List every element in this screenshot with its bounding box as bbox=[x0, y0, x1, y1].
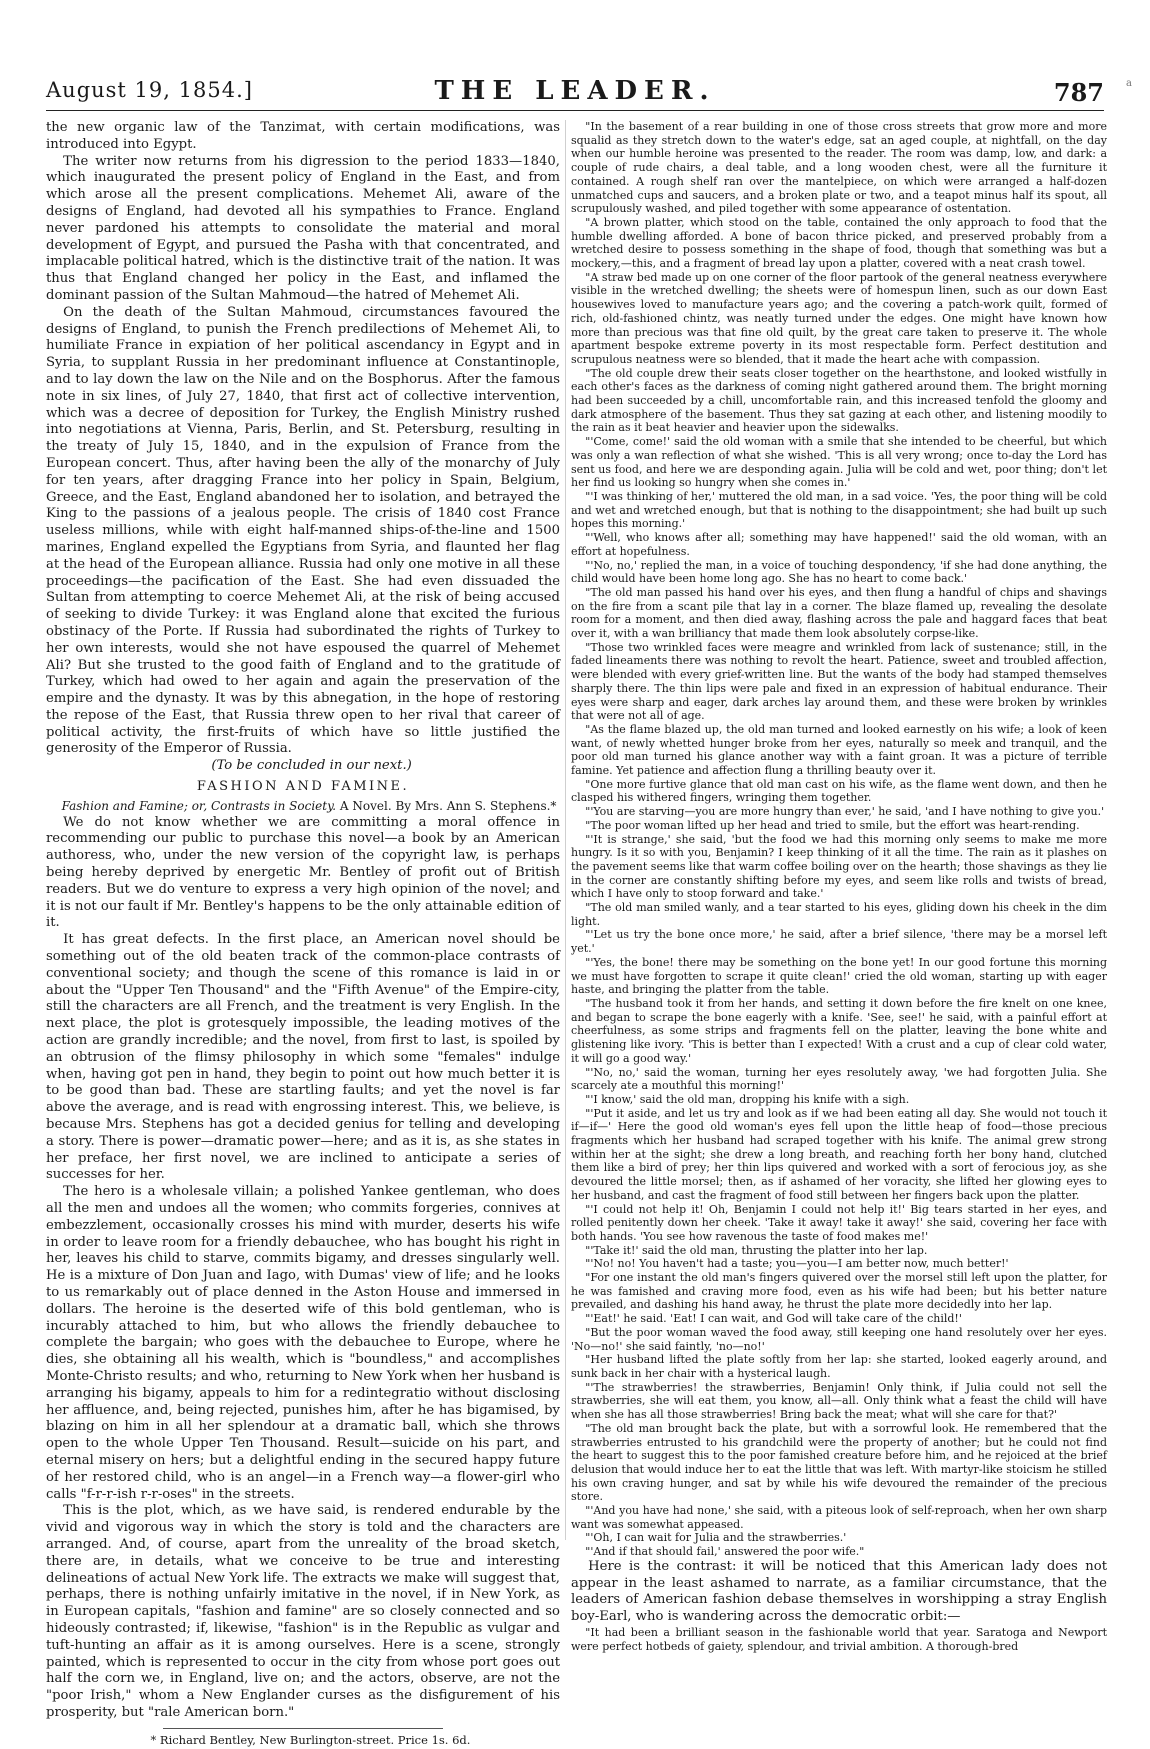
quoted-paragraph: "Her husband lifted the plate softly from her lap: she started, looked eagerly around, and sunk back in her chair with a hysterical laugh. bbox=[571, 1353, 1107, 1380]
quoted-paragraph: "The old man brought back the plate, but with a sorrowful look. He remembered that the strawberries entrusted to his grandchild were the property of another; but he could not find the heart to suggest this to the poor famished creature before him, and he rejoiced at the brief delusion that would induce her to eat the little that was left. With martyr-like stoicism he stilled his own craving hunger, and sat by while his wife devoured the remainder of the precious store. bbox=[571, 1421, 1107, 1504]
quoted-paragraph: "'You are starving—you are more hungry than ever,' he said, 'and I have nothing to give you.' bbox=[585, 805, 1105, 819]
quoted-paragraph: "'It is strange,' she said, 'but the food we had this morning only seems to make me more hungry. Is it so with you, Benjamin? I keep thinking of it all the time. The rain as it plashes on the pavement seems like that warm coffee boiling over on the hearth; those shavings as they lie in the corner are constantly shifting before my eyes, and seem like rolls and twists of bread, which I have only to stoop forward and take.' bbox=[571, 832, 1107, 901]
quoted-paragraph: "'Let us try the bone once more,' he said, after a brief silence, 'there may be a morsel left yet.' bbox=[571, 928, 1107, 956]
paragraph: The hero is a wholesale villain; a polished Yankee gentleman, who does all the men and undoes all the women; who commits forgeries, connives at embezzlement, occasionally crosses his mind with murder, deserts his wife in order to leave room for a friendly debauchee, who has bought his right in her, leaves his child to starve, commits bigamy, and dresses singularly well. He is a mixture of Don Juan and Iago, with Dumas' view of life; and he looks to us remarkably out of place denned in the Aston House and immersed in dollars. The heroine is the deserted wife of this bold gentleman, who is incurably attached to him, but who allows the friendly debauchee to complete the bargain; who goes with the debauchee to Europe, where he dies, she obtaining all his wealth, which is "boundless," and accomplishes Monte-Christo results; and who, returning to New York when her husband is arranging his bigamy, appeals to him for a redintegratio without disclosing her affluence, and, being rejected, punishes him, after he has bigamised, by blazing on him in all her splendour at a dramatic ball, which she throws open to the whole Upper Ten Thousand. Result—suicide on his part, and eternal misery on hers; but a delightful ending in the secured happy future of her restored child, who is an angel—in a French way—a flower-girl who calls "f-r-r-ish r-r-oses" in the streets. bbox=[46, 1184, 560, 1502]
book-details: A Novel. By Mrs. Ann S. Stephens.* bbox=[339, 798, 557, 813]
footnote: * Richard Bentley, New Burlington-street. Price 1s. 6d. bbox=[150, 1732, 471, 1747]
quoted-paragraph: "In the basement of a rear building in one of those cross streets that grow more and more squalid as they stretch down to the water's edge, sat an aged couple, at nightfall, on the day when our humble heroine was presented to the reader. The room was damp, low, and dark: a couple of rude chairs, a deal table, and a long wooden chest, were all the furniture it contained. A rough shelf ran over the mantelpiece, on which were arranged a half-dozen unmatched cups and saucers, and a broken plate or two, and a teapot minus half its spout, all scrupulously washed, and piled together with some appearance of ostentation. bbox=[571, 120, 1107, 216]
paragraph: The writer now returns from his digression to the period 1833—1840, which inaugurated the present policy of England in the East, and from which arose all the present complications. Mehemet Ali, aware of the designs of England, had devoted all his sympathies to France. England never pardoned his attempts to consolidate the material and moral development of Egypt, and pursued the Pasha with that concentrated, and implacable political hatred, which is the distinctive trait of the nation. It was thus that England changed her policy in the East, and inflamed the dominant passion of the Sultan Mahmoud—the hatred of Mehemet Ali. bbox=[46, 153, 560, 303]
paragraph: It has great defects. In the first place, an American novel should be something out of the old beaten track of the common-place contrasts of conventional society; and though the scene of this romance is laid in or about the "Upper Ten Thousand" and the "Fifth Avenue" of the Empire-city, still the characters are all French, and the treatment is very English. In the next place, the plot is grotesquely impossible, the leading motives of the action are grandly incredible; and the novel, from first to last, is spoiled by an obtrusion of the flimsy philosophy in which some "females" indulge when, having got pen in hand, they begin to point out how much better it is to be good than bad. These are startling faults; and yet the novel is far above the average, and is read with engrossing interest. This, we believe, is because Mrs. Stephens has got a decided genius for telling and developing a story. There is power—dramatic power—here; and as it is, as she states in her preface, her first novel, we are inclined to anticipate a series of successes for her. bbox=[46, 932, 560, 1183]
quoted-paragraph: "'Oh, I can wait for Julia and the strawberries.' bbox=[585, 1531, 847, 1545]
quoted-paragraph: "The old man smiled wanly, and a tear started to his eyes, gliding down his cheek in the dim light. bbox=[571, 901, 1107, 928]
quoted-paragraph: "'Well, who knows after all; something may have happened!' said the old woman, with an effort at hopefulness. bbox=[571, 531, 1107, 558]
section-title: FASHION AND FAMINE. bbox=[196, 779, 410, 795]
quoted-paragraph: "As the flame blazed up, the old man turned and looked earnestly on his wife; a look of keen want, of newly whetted hunger broke from her eyes, naturally so meek and tranquil, and the poor old man turned his glance another way with a faint groan. It was a picture of terrible famine. Yet patience and affection flung a thrilling beauty over it. bbox=[571, 722, 1107, 778]
issue-date: August 19, 1854.] bbox=[46, 78, 253, 102]
quoted-paragraph: "But the poor woman waved the food away, still keeping one hand resolutely over her eyes. 'No—no!' she said faintly, 'no—no!' bbox=[571, 1325, 1107, 1353]
quoted-paragraph: "For one instant the old man's fingers quivered over the morsel still left upon the platter, for he was famished and craving more food, even as his wife had been; but his better nature prevailed, and dashing his hand away, he thrust the plate more decidedly into her lap. bbox=[571, 1271, 1107, 1312]
quoted-paragraph: "The husband took it from her hands, and setting it down before the fire knelt on one knee, and began to scrape the bone eagerly with a knife. 'See, see!' he said, with a painful effort at cheerfulness, as some strips and fragments fell on the platter, leaving the bone white and glistening like ivory. 'This is better than I expected! With a crust and a cup of clear cold water, it will go a good way.' bbox=[571, 997, 1107, 1065]
quoted-paragraph: "'I was thinking of her,' muttered the old man, in a sad voice. 'Yes, the poor thing will be cold and wet and wretched enough, but that is nothing to the disappointment; she had built up such hopes this morning.' bbox=[571, 489, 1107, 531]
quoted-paragraph: "'No, no,' said the woman, turning her eyes resolutely away, 'we had forgotten Julia. She scarcely ate a mouthful this morning!' bbox=[571, 1065, 1107, 1093]
quoted-paragraph: "'Come, come!' said the old woman with a smile that she intended to be cheerful, but which was only a wan reflection of what she wished. 'This is all very wrong; once to-day the Lord has sent us food, and here we are desponding again. Julia will be cold and wet, poor thing; don't let her find us looking so hungry when she comes in.' bbox=[571, 435, 1107, 490]
paragraph: This is the plot, which, as we have said, is rendered endurable by the vivid and vigorous way in which the story is told and the characters are arranged. And, of course, apart from the unreality of the broad sketch, there are, in details, what we conceive to be true and interesting delineations of actual New York life. The extracts we make will suggest that, perhaps, there is nothing unfairly imitative in the novel, if in New York, as in European capitals, "fashion and famine" are so closely connected and so hideously contrasted; if, likewise, "fashion" is in the Republic as vulgar and tuft-hunting an affair as it is among ourselves. Here is a scene, strongly painted, which is represented to occur in the city from whose port goes out half the corn we, in England, live on; and the actors, observe, are not the "poor Irish," whom a New Englander curses as the disfigurement of his prosperity, but "rale American born." bbox=[46, 1503, 560, 1720]
quoted-paragraph: "'Yes, the bone! there may be something on the bone yet! In our good fortune this morning we must have forgotten to scrape it quite clean!' cried the old woman, starting up with eager haste, and bringing the platter from the table. bbox=[571, 955, 1107, 997]
quoted-paragraph: "The old man passed his hand over his eyes, and then flung a handful of chips and shavings on the fire from a scant pile that lay in a corner. The blaze flamed up, revealing the desolate room for a moment, and then died away, flashing across the pale and haggard faces that beat over it, with a wan brilliancy that made them look absolutely corpse-like. bbox=[571, 585, 1107, 641]
quoted-paragraph: "The old couple drew their seats closer together on the hearthstone, and looked wistfully in each other's faces as the darkness of coming night gathered around them. The bright morning had been succeeded by a chill, uncomfortable rain, and this increased tenfold the gloomy and dark atmosphere of the basement. Thus they sat gazing at each other, and listening moodily to the rain as it beat heavier and heavier upon the sidewalks. bbox=[571, 366, 1107, 435]
continuation-note: (To be concluded in our next.) bbox=[211, 758, 412, 774]
quoted-paragraph: "'No, no,' replied the man, in a voice of touching despondency, 'if she had done anything, the child would have been home long ago. She has no heart to come back.' bbox=[571, 558, 1107, 586]
quoted-paragraph: "A straw bed made up on one corner of the floor partook of the general neatness everywhere visible in the wretched dwelling; the sheets were of homespun linen, such as our down East housewives loved to manufacture years ago; and the covering a patch-work quilt, formed of rich, old-fashioned chintz, was neatly turned under the edges. One might have known how more than precious was that fine old quilt, by the great care taken to preserve it. The whole apartment bespoke extreme poverty in its most respectable form. Perfect destitution and scrupulous neatness were so blended, that it made the heart ache with compassion. bbox=[571, 270, 1107, 366]
paragraph: We do not know whether we are committing a moral offence in recommending our public to purchase this novel—a book by an American authoress, who, under the new version of the copyright law, is perhaps being hereby deprived by energetic Mr. Bentley of profit out of British readers. But we do venture to express a very high opinion of the novel; and it is not our fault if Mr. Bentley's happens to be the only attainable edition of it. bbox=[46, 814, 560, 931]
paragraph: On the death of the Sultan Mahmoud, circumstances favoured the designs of England, to punish the French predilections of Mehemet Ali, to humiliate France in expiation of her political ascendancy in Egypt and in Syria, to supplant Russia in her predominant influence at Constantinople, and to lay down the law on the Nile and on the Bosphorus. After the famous note in six lines, of July 27, 1840, that first act of collective intervention, which was a decree of deposition for Turkey, the English Ministry rushed into negotiations at Vienna, Paris, Berlin, and St. Petersburg, resulting in the treaty of July 15, 1840, and in the expulsion of France from the European concert. Thus, after having been the ally of the monarchy of July for ten years, after dragging France into her policy in Spain, Belgium, Greece, and the East, England abandoned her to isolation, and betrayed the King to the passions of a jealous people. The crisis of 1840 cost France useless millions, while with eight half-manned ships-of-the-line and 1500 marines, England expelled the Egyptians from Syria, and flaunted her flag at the head of the European alliance. Russia had only one motive in all these proceedings—the pacification of the East. She had even dissuaded the Sultan from attempting to coerce Mehemet Ali, at the risk of being accused of seeking to divide Turkey: it was England alone that excited the furious obstinacy of the Porte. If Russia had subordinated the rights of Turkey to her own interests, would she not have espoused the quarrel of Mehemet Ali? But she trusted to the good faith of England and to the gratitude of Turkey, which had owed to her again and again the preservation of the empire and the dynasty. It was by this abnegation, in the hope of restoring the repose of the East, that Russia threw open to her rival that career of political activity, the first-fruits of which have so little justified the generosity of the Emperor of Russia. bbox=[46, 304, 560, 757]
book-citation bbox=[46, 798, 560, 815]
quoted-paragraph: "'And if that should fail,' answered the poor wife." bbox=[585, 1545, 865, 1559]
quoted-paragraph: "'Take it!' said the old man, thrusting the platter into her lap. bbox=[585, 1243, 928, 1257]
quoted-paragraph: "It had been a brilliant season in the fashionable world that year. Saratoga and Newport were perfect hotbeds of gaiety, splendour, and trivial ambition. A thorough-bred bbox=[571, 1626, 1107, 1653]
quoted-paragraph: "'I could not help it! Oh, Benjamin I could not help it!' Big tears started in her eyes, and rolled penitently down her cheek. 'Take it away! take it away!' she said, covering her face with both hands. 'You see how ravenous the taste of food makes me!' bbox=[571, 1202, 1107, 1243]
footnote-divider bbox=[163, 1728, 443, 1729]
corner-mark: a bbox=[1126, 78, 1132, 89]
right-column bbox=[571, 120, 1107, 1653]
paragraph: the new organic law of the Tanzimat, with certain modifications, was introduced into Egypt. bbox=[46, 120, 560, 152]
quoted-paragraph: "One more furtive glance that old man cast on his wife, as the flame went down, and then he clasped his withered fingers, wringing them together. bbox=[571, 777, 1107, 805]
left-column bbox=[46, 120, 560, 1747]
quoted-paragraph: "'The strawberries! the strawberries, Benjamin! Only think, if Julia could not sell the strawberries, she will eat them, you know, all—all. Only think what a feast the child will have when she has all those strawberries! Bring back the meat; what will she care for that?' bbox=[571, 1380, 1107, 1422]
quoted-paragraph: "'No! no! You haven't had a taste; you—you—I am better now, much better!' bbox=[585, 1257, 1009, 1271]
book-title: Fashion and Famine; or, Contrasts in Society. bbox=[61, 798, 337, 813]
page-header bbox=[46, 76, 1104, 111]
column-divider bbox=[565, 120, 566, 1540]
masthead: THE LEADER. bbox=[434, 76, 716, 106]
quoted-paragraph: "Those two wrinkled faces were meagre and wrinkled from lack of sustenance; still, in the faded lineaments there was nothing to revolt the heart. Patience, sweet and troubled affection, were blended with every grief-written line. But the wants of the body had stamped themselves sharply there. The thin lips were pale and fixed in an expression of habitual endurance. Their eyes were sharp and eager, dark arches lay around them, and these were broken by wrinkles that were not all of age. bbox=[571, 640, 1107, 723]
quoted-paragraph: "'And you have had none,' she said, with a piteous look of self-reproach, when her own sharp want was somewhat appeased. bbox=[571, 1504, 1107, 1531]
quoted-paragraph: "'I know,' said the old man, dropping his knife with a sigh. bbox=[585, 1092, 910, 1106]
quoted-paragraph: "'Put it aside, and let us try and look as if we had been eating all day. She would not touch it if—if—' Here the good old woman's eyes fell upon the little heap of food—those precious fragments which her husband had scraped together with his knife. The animal grew strong within her at the sight; she drew a long breath, and reaching forth her bony hand, clutched them like a bird of prey; her thin lips quivered and worked with a sort of ferocious joy, as she devoured the little morsel; then, as if ashamed of her voracity, she lifted her glowing eyes to her husband, and cast the fragment of food still between her fingers back upon the platter. bbox=[571, 1106, 1107, 1202]
quoted-paragraph: "A brown platter, which stood on the table, contained the only approach to food that the humble dwelling afforded. A bone of bacon thrice picked, and preserved probably from a wretched desire to possess something in the shape of food, though that something was but a mockery,—this, and a fragment of bread lay upon a platter, covered with a neat crash towel. bbox=[571, 215, 1107, 271]
quoted-paragraph: "The poor woman lifted up her head and tried to smile, but the effort was heart-rending. bbox=[585, 818, 1080, 832]
page-number: 787 bbox=[1053, 78, 1104, 107]
paragraph: Here is the contrast: it will be noticed that this American lady does not appear in the least ashamed to narrate, as a familiar circumstance, that the leaders of American fashion debase themselves in worshipping a stray English boy-Earl, who is wandering across the democratic orbit:— bbox=[571, 1558, 1107, 1625]
quoted-paragraph: "'Eat!' he said. 'Eat! I can wait, and God will take care of the child!' bbox=[585, 1312, 962, 1326]
